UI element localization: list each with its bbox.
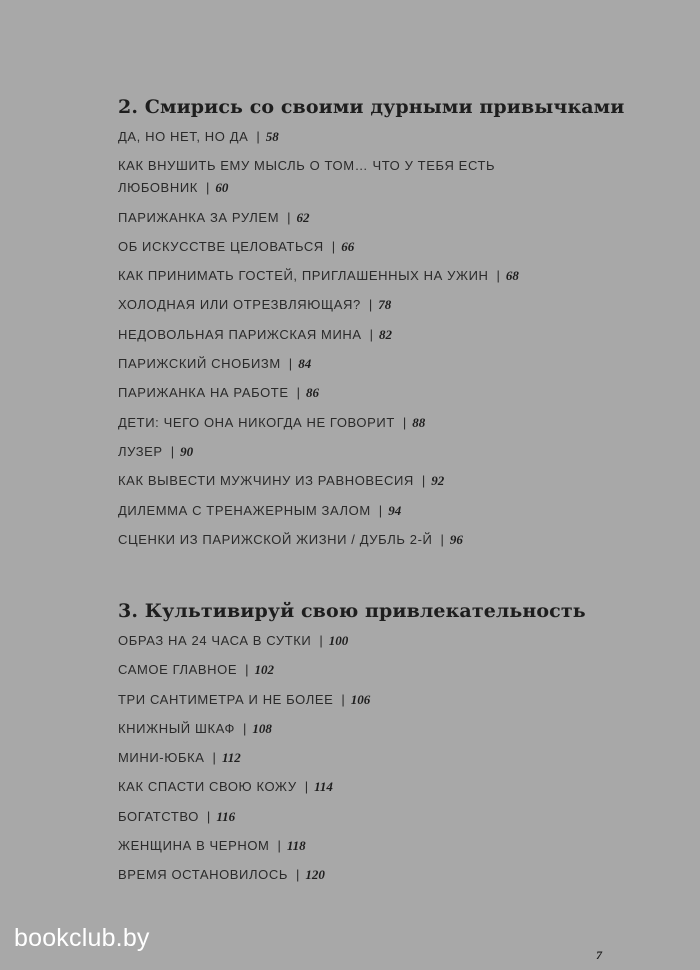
toc-entry-page-number: 88 xyxy=(412,414,426,430)
toc-entry-separator: | xyxy=(440,531,444,547)
toc-entry-page-number: 68 xyxy=(505,268,519,284)
toc-entry xyxy=(118,864,578,886)
toc-entry-separator: | xyxy=(295,867,300,883)
toc-entry-title: ДИЛЕММА С ТРЕНАЖЕРНЫМ ЗАЛОМ xyxy=(118,502,371,518)
toc-entry-separator: | xyxy=(331,238,336,254)
toc-entry xyxy=(118,529,578,551)
toc-entry-separator: | xyxy=(378,502,383,518)
toc-entry xyxy=(118,155,578,199)
toc-entry xyxy=(118,353,578,375)
toc-entry-page-number: 60 xyxy=(215,180,229,196)
toc-entry-separator: | xyxy=(277,838,281,854)
toc-entry-title: ОБРАЗ НА 24 ЧАСА В СУТКИ xyxy=(118,633,312,648)
toc-entry-title: ПАРИЖАНКА НА РАБОТЕ xyxy=(118,385,289,401)
toc-entry-separator: | xyxy=(212,750,216,766)
toc-entry xyxy=(118,236,578,258)
toc-entry-title: ЖЕНЩИНА В ЧЕРНОМ xyxy=(118,838,270,854)
toc-entry-title: КАК ПРИНИМАТЬ ГОСТЕЙ, ПРИГЛАШЕННЫХ НА УЖИН xyxy=(118,268,489,284)
toc-entry-page-number: 120 xyxy=(305,867,325,883)
toc-entry-separator: | xyxy=(421,473,426,489)
toc-entry-list xyxy=(118,126,678,551)
toc-entry xyxy=(118,207,578,229)
toc-entry-page-number: 58 xyxy=(265,129,279,144)
toc-entry-separator: | xyxy=(369,326,374,342)
toc-entry-title: ПАРИЖАНКА ЗА РУЛЕМ xyxy=(118,209,280,225)
toc-entry-page-number: 94 xyxy=(388,502,402,518)
toc-section-3 xyxy=(118,598,678,894)
toc-entry-title: ПАРИЖСКИЙ СНОБИЗМ xyxy=(118,356,281,372)
toc-entry-title: КАК ВЫВЕСТИ МУЖЧИНУ ИЗ РАВНОВЕСИЯ xyxy=(118,473,414,489)
toc-entry xyxy=(118,659,578,681)
toc-entry-title: ТРИ САНТИМЕТРА И НЕ БОЛЕЕ xyxy=(118,691,334,707)
toc-entry xyxy=(118,412,578,434)
toc-entry-page-number: 84 xyxy=(298,356,312,372)
toc-entry-separator: | xyxy=(496,268,500,284)
toc-entry-separator: | xyxy=(206,808,211,824)
section-title: 2. Смирись со своими дурными привычками xyxy=(118,96,625,118)
toc-entry-page-number: 106 xyxy=(350,691,371,707)
toc-entry xyxy=(118,806,578,828)
toc-entry xyxy=(118,718,578,740)
toc-entry-page-number: 78 xyxy=(378,297,392,313)
toc-entry-title: САМОЕ ГЛАВНОЕ xyxy=(118,662,238,678)
toc-entry-page-number: 86 xyxy=(306,385,319,401)
toc-entry-separator: | xyxy=(170,443,175,459)
toc-entry-title: КАК СПАСТИ СВОЮ КОЖУ xyxy=(118,779,297,795)
toc-entry-title: ДА, НО НЕТ, НО ДА xyxy=(118,129,249,144)
watermark: bookclub.by xyxy=(14,924,150,952)
toc-entry-separator: | xyxy=(205,180,210,196)
toc-entry-page-number: 90 xyxy=(180,443,194,459)
toc-entry-title: СЦЕНКИ ИЗ ПАРИЖСКОЙ ЖИЗНИ / ДУБЛЬ 2-Й xyxy=(118,531,433,547)
toc-entry xyxy=(118,835,578,857)
toc-entry-list xyxy=(118,630,678,886)
toc-entry-page-number: 62 xyxy=(296,209,310,225)
toc-entry-separator: | xyxy=(288,356,293,372)
toc-entry-page-number: 102 xyxy=(254,662,275,678)
toc-entry xyxy=(118,265,578,287)
toc-entry-separator: | xyxy=(245,662,249,678)
toc-entry xyxy=(118,630,578,652)
toc-entry xyxy=(118,324,578,346)
toc-entry-separator: | xyxy=(256,129,260,144)
toc-entry-page-number: 114 xyxy=(314,779,333,795)
toc-entry xyxy=(118,500,578,522)
toc-entry-page-number: 118 xyxy=(286,838,306,854)
toc-entry-page-number: 108 xyxy=(252,720,272,736)
toc-entry xyxy=(118,382,578,404)
toc-entry-page-number: 66 xyxy=(341,238,355,254)
toc-entry-title: НЕДОВОЛЬНАЯ ПАРИЖСКАЯ МИНА xyxy=(118,326,362,342)
toc-entry xyxy=(118,747,578,769)
toc-entry-page-number: 116 xyxy=(216,808,236,824)
toc-entry xyxy=(118,776,578,798)
toc-entry xyxy=(118,689,578,711)
toc-entry xyxy=(118,470,578,492)
toc-section-2 xyxy=(118,94,678,558)
toc-entry-page-number: 92 xyxy=(431,473,445,489)
toc-entry xyxy=(118,441,578,463)
toc-entry xyxy=(118,126,578,148)
toc-entry-separator: | xyxy=(242,720,247,736)
toc-entry-title: ОБ ИСКУССТВЕ ЦЕЛОВАТЬСЯ xyxy=(118,238,324,254)
toc-entry-separator: | xyxy=(287,209,291,225)
toc-entry xyxy=(118,294,578,316)
toc-entry-title: ДЕТИ: ЧЕГО ОНА НИКОГДА НЕ ГОВОРИТ xyxy=(118,414,395,430)
toc-entry-title: ВРЕМЯ ОСТАНОВИЛОСЬ xyxy=(118,867,288,883)
toc-entry-separator: | xyxy=(319,633,323,648)
toc-entry-separator: | xyxy=(296,385,300,401)
toc-entry-title: ЛУЗЕР xyxy=(118,443,163,459)
toc-entry-page-number: 96 xyxy=(449,531,463,547)
toc-entry-title: КАК ВНУШИТЬ ЕМУ МЫСЛЬ О ТОМ… ЧТО У ТЕБЯ ЕСТЬ ЛЮБОВНИК xyxy=(118,158,496,196)
toc-entry-separator: | xyxy=(402,414,407,430)
toc-entry-page-number: 100 xyxy=(328,633,349,648)
toc-entry-separator: | xyxy=(368,297,373,313)
toc-entry-title: КНИЖНЫЙ ШКАФ xyxy=(118,720,235,736)
toc-entry-page-number: 112 xyxy=(221,750,241,766)
section-title: 3. Культивируй свою привлекательность xyxy=(118,600,586,622)
page-number: 7 xyxy=(596,948,602,962)
toc-entry-separator: | xyxy=(341,691,345,707)
toc-entry-title: МИНИ-ЮБКА xyxy=(118,750,205,766)
toc-entry-title: БОГАТСТВО xyxy=(118,808,199,824)
toc-entry-page-number: 82 xyxy=(379,326,393,342)
toc-entry-title: ХОЛОДНАЯ ИЛИ ОТРЕЗВЛЯЮЩАЯ? xyxy=(118,297,361,313)
toc-entry-separator: | xyxy=(304,779,309,795)
